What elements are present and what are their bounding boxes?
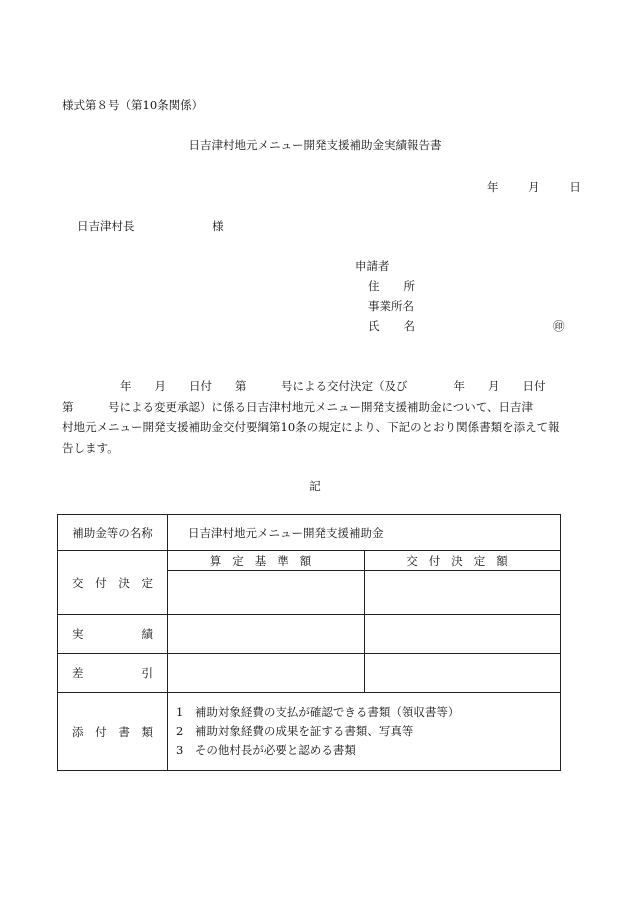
address-label-1: 住 — [368, 279, 380, 293]
applicant-heading: 申請者 — [355, 259, 390, 273]
date-month: 月 — [528, 180, 540, 194]
address-label-2: 所 — [403, 279, 415, 293]
attachment-item-3: 3 その他村長が必要と認める書類 — [176, 743, 356, 757]
attachments-label — [58, 693, 168, 771]
difference-standard-cell[interactable] — [168, 654, 365, 693]
difference-label — [58, 654, 168, 693]
body-line-3: 村地元メニュー開発支援補助金交付要綱第10条の規定により、下記のとおり関係書類を添えて報 — [62, 420, 560, 434]
table-row — [58, 551, 561, 571]
address-label — [368, 278, 415, 294]
attachments-label-chars: 添 付 書 類 — [72, 724, 153, 739]
decision-label-chars: 交 付 決 定 — [72, 575, 153, 590]
addressee-honorific: 様 — [212, 219, 224, 233]
body-line-1: 年 月 日付 第 号による交付決定（及び 年 月 日付 — [120, 379, 546, 393]
body-paragraph — [62, 376, 566, 458]
col-header-decision: 交付決定額 — [365, 551, 561, 571]
name-label — [368, 318, 415, 334]
actual-label-chars: 実 績 — [72, 627, 153, 641]
table-row — [58, 654, 561, 693]
attachments-list — [168, 693, 561, 771]
table-row — [58, 615, 561, 654]
actual-label — [58, 615, 168, 654]
name-label-1: 氏 — [368, 319, 380, 333]
subsidy-name-label: 補助金等の名称 — [58, 515, 168, 551]
decision-label — [58, 551, 168, 615]
table-row — [58, 693, 561, 771]
actual-amount-cell[interactable] — [365, 615, 561, 654]
col-header-standard: 算定基準額 — [168, 551, 365, 571]
subsidy-name-value: 日吉津村地元メニュー開発支援補助金 — [168, 515, 561, 551]
difference-amount-cell[interactable] — [365, 654, 561, 693]
body-line-4: 告します。 — [62, 440, 119, 455]
attachment-item-1: 1 補助対象経費の支払が確認できる書類（領収書等） — [176, 705, 460, 719]
addressee-name: 日吉津村長 — [77, 219, 135, 233]
addressee — [77, 218, 224, 234]
date-day: 日 — [569, 180, 581, 194]
date-line — [487, 179, 581, 195]
decision-standard-cell[interactable] — [168, 571, 365, 615]
form-number: 様式第８号（第10条関係） — [62, 98, 204, 112]
table-row — [58, 515, 561, 551]
report-table — [57, 514, 561, 771]
actual-standard-cell[interactable] — [168, 615, 365, 654]
document-title: 日吉津村地元メニュー開発支援補助金実績報告書 — [188, 138, 442, 152]
ki-heading: 記 — [309, 479, 321, 493]
body-line-2: 第 号による変更承認）に係る日吉津村地元メニュー開発支援補助金について、日吉津 — [62, 399, 534, 414]
name-label-2: 名 — [403, 319, 415, 333]
decision-amount-cell[interactable] — [365, 571, 561, 615]
date-year: 年 — [487, 180, 499, 194]
attachment-item-2: 2 補助対象経費の成果を証する書類、写真等 — [176, 724, 414, 738]
seal-mark: ㊞ — [553, 319, 565, 333]
office-label: 事業所名 — [368, 299, 414, 313]
difference-label-chars: 差 引 — [72, 666, 153, 680]
